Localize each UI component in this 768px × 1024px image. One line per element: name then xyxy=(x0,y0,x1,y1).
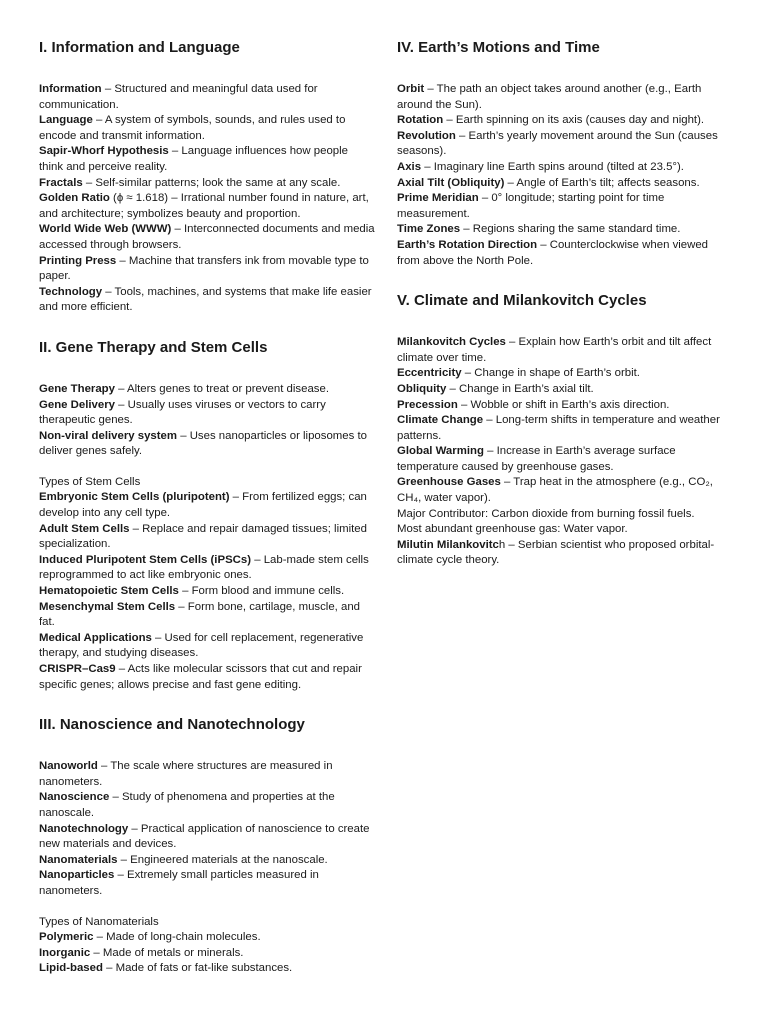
entry-revolution: Revolution – Earth’s yearly movement around the Sun (causes seasons). xyxy=(397,129,718,158)
section-gene-therapy xyxy=(39,338,375,693)
entry-non-viral: Non-viral delivery system – Uses nanoparticles or liposomes to deliver genes safely. xyxy=(39,429,367,458)
entry-sapir-whorf: Sapir-Whorf Hypothesis – Language influences how people think and perceive reality. xyxy=(39,145,348,173)
entry-greenhouse-gases: Greenhouse Gases – Trap heat in the atmosphere (e.g., CO₂, CH₄, water vapor). xyxy=(397,476,713,505)
entry-language: Language – A system of symbols, sounds, and rules used to encode and transmit information. xyxy=(39,114,346,142)
entry-printing-press: Printing Press – Machine that transfers ink from movable type to paper. xyxy=(39,254,369,283)
section-heading: II. Gene Therapy and Stem Cells xyxy=(39,338,268,356)
entry-gene-delivery: Gene Delivery – Usually uses viruses or vectors to carry therapeutic genes. xyxy=(39,398,326,427)
entry-nanoscience: Nanoscience – Study of phenomena and properties at the nanoscale. xyxy=(39,791,335,819)
entry-axial-tilt: Axial Tilt (Obliquity) – Angle of Earth’s tilt; affects seasons. xyxy=(397,176,700,189)
entry-milankovitch-cycles: Milankovitch Cycles – Explain how Earth’s orbit and tilt affect climate over time. xyxy=(397,336,712,364)
entry-mesenchymal: Mesenchymal Stem Cells – Form bone, cartilage, muscle, and fat. xyxy=(39,600,360,629)
entry-polymeric: Polymeric – Made of long-chain molecules. xyxy=(39,931,261,944)
section-heading: V. Climate and Milankovitch Cycles xyxy=(397,292,647,310)
section-climate xyxy=(397,291,733,569)
section-information-language xyxy=(39,38,375,316)
entry-global-warming: Global Warming – Increase in Earth’s average surface temperature caused by greenhouse gases. xyxy=(397,445,676,473)
entry-inorganic: Inorganic – Made of metals or minerals. xyxy=(39,946,244,959)
entry-gene-therapy: Gene Therapy – Alters genes to treat or prevent disease. xyxy=(39,382,329,395)
subheading-stem-cells: Types of Stem Cells xyxy=(39,475,141,488)
entry-orbit: Orbit – The path an object takes around another (e.g., Earth around the Sun). xyxy=(397,83,702,111)
entry-rotation: Rotation – Earth spinning on its axis (causes day and night). xyxy=(397,114,705,127)
entry-milutin-milankovitch: Milutin Milankovitch – Serbian scientist who proposed orbital-climate cycle theory. xyxy=(397,538,715,567)
section-heading: IV. Earth’s Motions and Time xyxy=(397,39,600,56)
entry-nanoworld: Nanoworld – The scale where structures are measured in nanometers. xyxy=(39,760,333,788)
right-column xyxy=(397,38,733,591)
entry-golden-ratio: Golden Ratio (ϕ ≈ 1.618) – Irrational number found in nature, art, and architecture; symbolizes beauty and proportion. xyxy=(39,192,369,220)
entry-lipid-based: Lipid-based – Made of fats or fat-like substances. xyxy=(39,962,293,975)
subheading-nanomaterials: Types of Nanomaterials xyxy=(39,915,159,928)
note-most-abundant-gas: Most abundant greenhouse gas: Water vapor. xyxy=(397,523,628,536)
entry-precession: Precession – Wobble or shift in Earth’s axis direction. xyxy=(397,398,670,411)
entry-eccentricity: Eccentricity – Change in shape of Earth’s orbit. xyxy=(397,367,640,380)
entry-axis: Axis – Imaginary line Earth spins around (tilted at 23.5°). xyxy=(397,160,684,173)
entry-fractals: Fractals – Self-similar patterns; look the same at any scale. xyxy=(39,176,341,189)
entry-nanotechnology: Nanotechnology – Practical application of nanoscience to create new materials and devices. xyxy=(39,822,370,851)
entry-www: World Wide Web (WWW) – Interconnected documents and media accessed through browsers. xyxy=(39,223,375,251)
entry-obliquity: Obliquity – Change in Earth’s axial tilt. xyxy=(397,382,594,395)
note-major-contributor: Major Contributor: Carbon dioxide from burning fossil fuels. xyxy=(397,507,695,520)
entry-technology: Technology – Tools, machines, and systems that make life easier and more efficient. xyxy=(39,285,372,314)
section-heading: III. Nanoscience and Nanotechnology xyxy=(39,716,305,734)
entry-crispr: CRISPR–Cas9 – Acts like molecular scissors that cut and repair specific genes; allows precise and fast gene editing. xyxy=(39,663,362,691)
entry-climate-change: Climate Change – Long-term shifts in temperature and weather patterns. xyxy=(397,414,720,442)
entry-hematopoietic: Hematopoietic Stem Cells – Form blood and immune cells. xyxy=(39,585,345,598)
entry-nanomaterials: Nanomaterials – Engineered materials at the nanoscale. xyxy=(39,853,328,866)
entry-information: Information – Structured and meaningful data used for communication. xyxy=(39,83,318,111)
entry-embryonic: Embryonic Stem Cells (pluripotent) – From fertilized eggs; can develop into any cell type. xyxy=(39,491,367,520)
entry-prime-meridian: Prime Meridian – 0° longitude; starting point for time measurement. xyxy=(397,192,665,220)
entry-rotation-direction: Earth’s Rotation Direction – Counterclockwise when viewed from above the North Pole. xyxy=(397,238,709,267)
section-heading: I. Information and Language xyxy=(39,39,240,56)
section-earth-motions xyxy=(397,38,733,269)
entry-medical-applications: Medical Applications – Used for cell replacement, regenerative therapy, and studying diseases. xyxy=(39,631,364,660)
entry-nanoparticles: Nanoparticles – Extremely small particles measured in nanometers. xyxy=(39,869,319,897)
entry-ipsc: Induced Pluripotent Stem Cells (iPSCs) – Lab-made stem cells reprogrammed to act like embryonic ones. xyxy=(39,553,369,582)
left-column xyxy=(39,38,375,999)
entry-time-zones: Time Zones – Regions sharing the same standard time. xyxy=(397,223,681,236)
section-nanoscience xyxy=(39,715,375,977)
entry-adult: Adult Stem Cells – Replace and repair damaged tissues; limited specialization. xyxy=(39,522,367,551)
